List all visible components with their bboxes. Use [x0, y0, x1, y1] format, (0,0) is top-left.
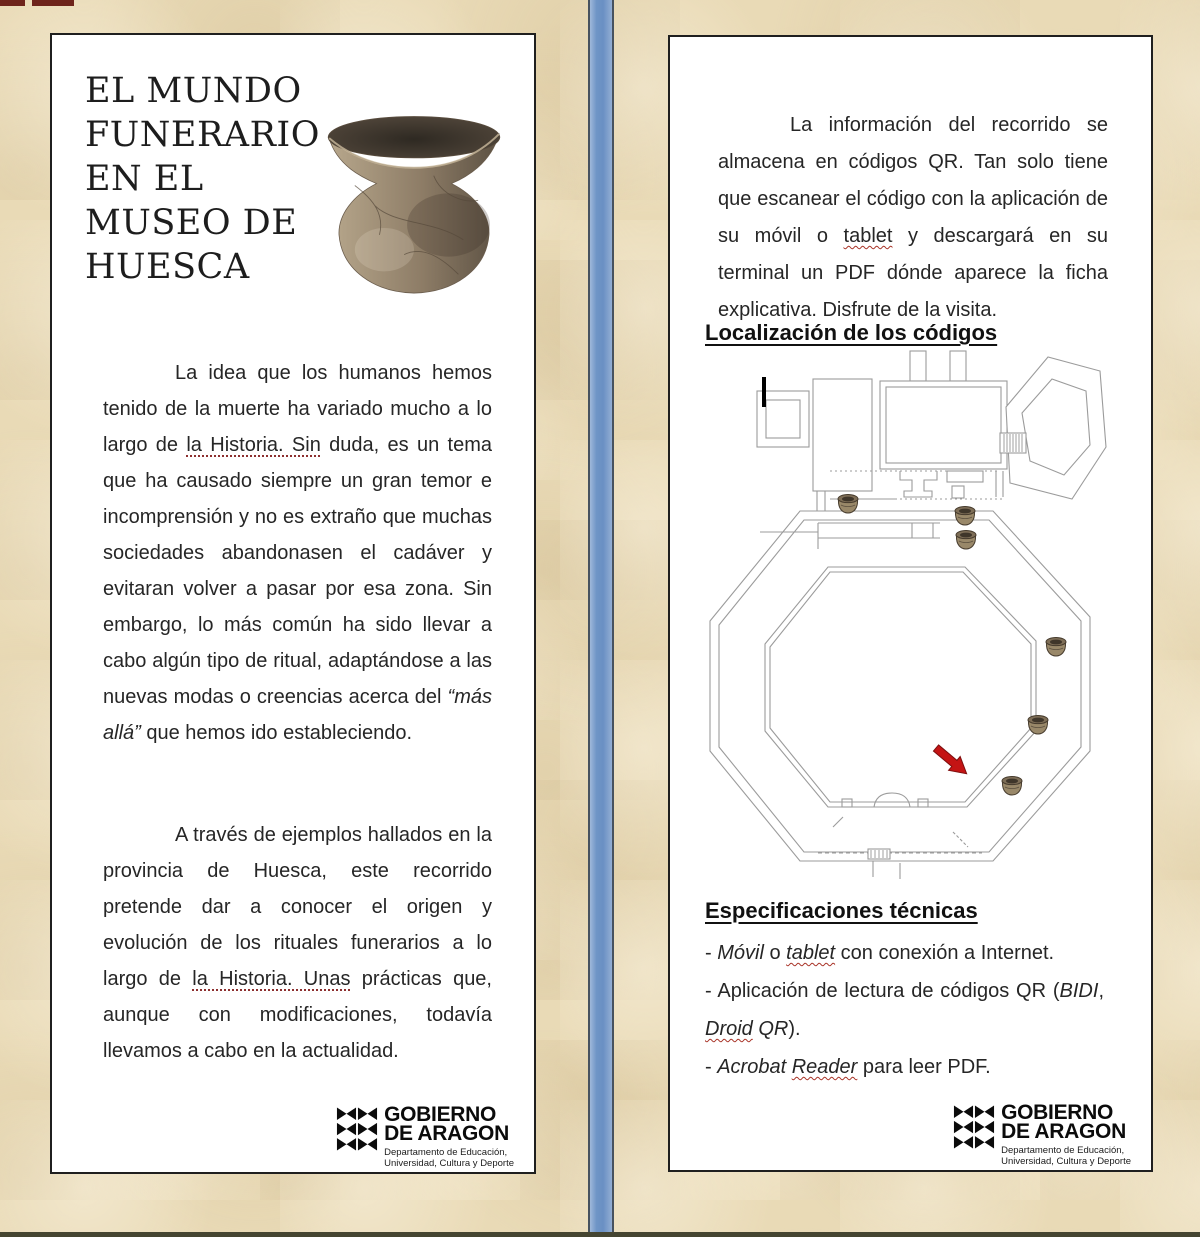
right-paragraph	[718, 107, 1108, 329]
aragon-logo-icon	[953, 1105, 995, 1150]
italic-text: BIDI	[1059, 980, 1099, 1002]
text-run: y descargará en su terminal un PDF dónde aparece la ficha explicativa. Disfrute de la visita.	[718, 225, 1109, 321]
spec-item: - Acrobat Reader para leer PDF.	[705, 1056, 991, 1078]
title-line: EL MUNDO	[85, 71, 302, 111]
codes-location-heading: Localización de los códigos	[705, 320, 998, 345]
aragon-logo-icon	[336, 1107, 378, 1152]
brochure-left-panel	[50, 33, 536, 1174]
italic-text: Móvil	[717, 942, 764, 964]
spellcheck-flagged-text: la Historia. Sin	[186, 434, 321, 456]
spellcheck-flagged-text: Droid	[705, 1018, 753, 1040]
italic-text: QR	[752, 1018, 789, 1040]
left-paragraph-2	[103, 817, 492, 1069]
title-line: EN EL	[85, 159, 204, 199]
page-bottom-edge	[0, 1232, 1200, 1237]
pot-marker-icon	[1046, 638, 1066, 657]
pot-marker-icon	[1028, 716, 1048, 735]
italic-text: Acrobat	[717, 1056, 792, 1078]
title-line: FUNERARIO	[85, 115, 320, 155]
text-cursor-artifact	[762, 377, 766, 407]
spellcheck-flagged-text: Reader	[791, 1056, 858, 1078]
pot-marker-icon	[955, 507, 975, 526]
text-run: La idea que los humanos hemos tenido de la muerte ha variado mucho a lo largo de	[103, 362, 492, 456]
spec-item: - Aplicación de lectura de códigos QR (BIDI, Droid QR).	[705, 980, 1104, 1040]
technical-specs-heading: Especificaciones técnicas	[705, 898, 978, 923]
text-run: que hemos ido estableciendo.	[140, 722, 413, 744]
title-line: HUESCA	[85, 247, 250, 287]
museum-floor-plan	[700, 349, 1120, 881]
scan-artifact-red-mark	[0, 0, 25, 6]
pot-marker-icon	[1002, 777, 1022, 796]
spec-item: - Móvil o tablet con conexión a Internet.	[705, 942, 1055, 964]
spellcheck-flagged-text: tablet	[843, 225, 893, 247]
gobierno-de-aragon-logo	[336, 1105, 514, 1169]
logo-caption: Departamento de Educación, Universidad, Cultura y Deporte	[1001, 1145, 1131, 1167]
pot-marker-icon	[956, 531, 976, 550]
gobierno-de-aragon-logo	[953, 1103, 1131, 1167]
spellcheck-flagged-text: la Historia. Unas	[192, 968, 351, 990]
logo-caption: Departamento de Educación, Universidad, Cultura y Deporte	[384, 1147, 514, 1169]
brochure-title	[85, 69, 320, 289]
technical-specs-list	[705, 934, 1104, 1086]
route-arrow-icon	[930, 741, 972, 781]
italic-text: “más allá”	[103, 686, 492, 744]
logo-name: GOBIERNO DE ARAGON	[384, 1103, 509, 1145]
pot-marker-icon	[838, 495, 858, 514]
scan-artifact-red-mark	[32, 0, 74, 6]
brochure-fold-divider	[588, 0, 614, 1237]
logo-name: GOBIERNO DE ARAGON	[1001, 1101, 1126, 1143]
brochure-right-panel	[668, 35, 1153, 1172]
qr-code-markers	[838, 495, 1066, 796]
title-line: MUSEO DE	[85, 203, 298, 243]
text-run: La información del recorrido se almacena en códigos QR. Tan solo tiene que escanear el código con la aplicación de su móvil o	[718, 114, 1108, 247]
funerary-vessel-photo	[314, 77, 514, 299]
spellcheck-flagged-text: tablet	[786, 942, 836, 964]
text-run: duda, es un tema que ha causado siempre un gran temor e incomprensión y no es extraño que muchas sociedades abandonasen el cadáver y evitaran volver a pasar por esa zona. Sin embargo, lo más común ha sido llevar a cabo algún tipo de ritual, adaptándose a las nuevas modas o creencias acerca del	[103, 434, 492, 708]
left-paragraph-1	[103, 355, 492, 751]
text-run: A través de ejemplos hallados en la provincia de Huesca, este recorrido pretende dar a conocer el origen y evolución de los rituales funerarios a lo largo de	[103, 824, 492, 990]
text-run: prácticas que, aunque con modificaciones, todavía llevamos a cabo en la actualidad.	[103, 968, 492, 1062]
